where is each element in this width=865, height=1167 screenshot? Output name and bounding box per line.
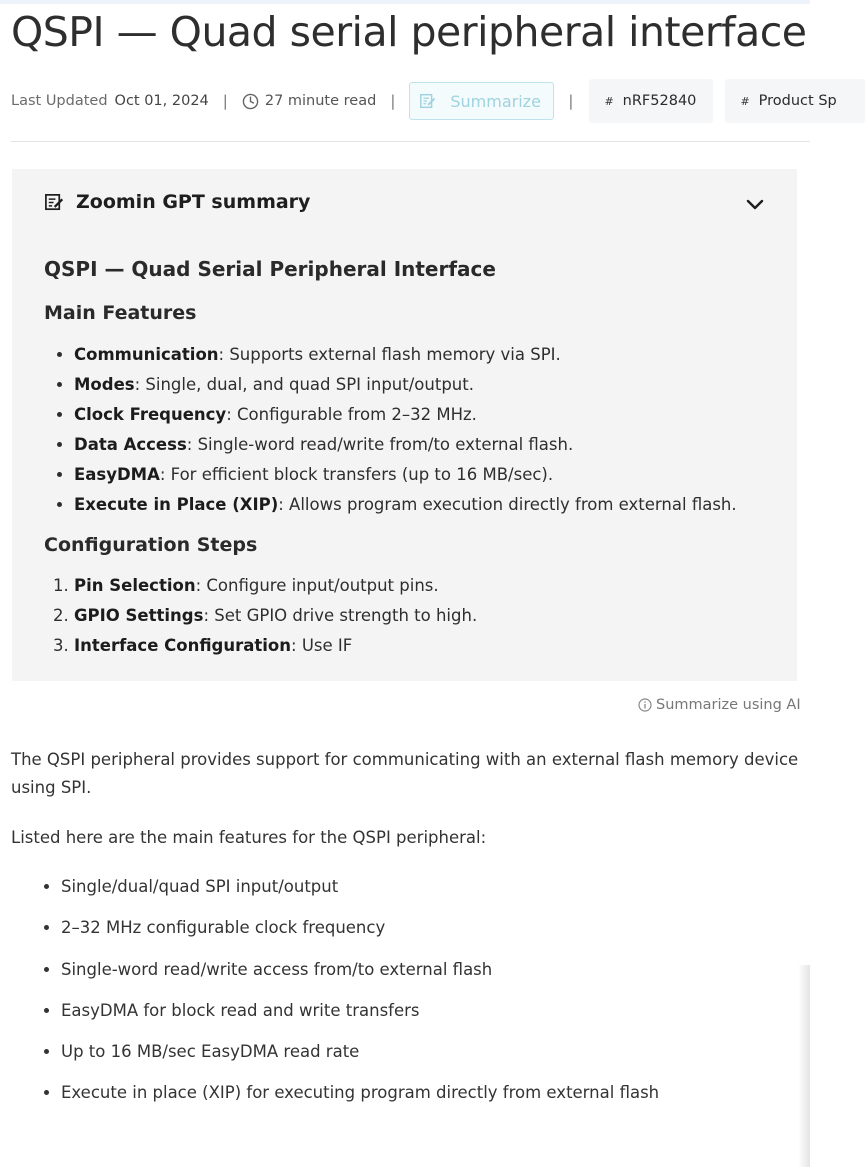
list-item: • Single/dual/quad SPI input/output xyxy=(61,866,659,907)
configuration-steps-heading: Configuration Steps xyxy=(44,534,258,556)
summarize-button[interactable] xyxy=(409,82,554,120)
feature-list xyxy=(11,866,659,1114)
summary-title: Zoomin GPT summary xyxy=(76,191,311,213)
edit-note-icon xyxy=(419,92,437,110)
gpt-summary-panel xyxy=(12,169,797,681)
summarize-ai-note[interactable] xyxy=(638,697,801,713)
tag-product-spec[interactable] xyxy=(725,79,865,123)
meta-separator: | xyxy=(568,92,574,110)
list-item: 3. Interface Configuration: Use IF xyxy=(74,631,477,661)
list-item: • EasyDMA: For efficient block transfers (up to 16 MB/sec). xyxy=(74,460,737,490)
top-accent-bar xyxy=(0,0,810,4)
features-intro-paragraph: Listed here are the main features for the QSPI peripheral: xyxy=(11,828,487,847)
last-updated-label: Last Updated xyxy=(11,93,108,109)
intro-paragraph: The QSPI peripheral provides support for communicating with an external flash memory device using SPI. xyxy=(11,750,799,797)
page-title: QSPI — Quad serial peripheral interface xyxy=(11,8,807,56)
list-item: 1. Pin Selection: Configure input/output pins. xyxy=(74,571,477,601)
list-item: • Single-word read/write access from/to external flash xyxy=(61,949,659,990)
list-item: • Modes: Single, dual, and quad SPI input/output. xyxy=(74,370,737,400)
summary-heading: QSPI — Quad Serial Peripheral Interface xyxy=(44,257,496,281)
list-item: • EasyDMA for block read and write transfers xyxy=(61,990,659,1031)
ai-note-label: Summarize using AI xyxy=(656,697,801,713)
tag-nrf52840[interactable] xyxy=(589,79,713,123)
list-item: • Clock Frequency: Configurable from 2–32 MHz. xyxy=(74,400,737,430)
hash-icon: # xyxy=(740,94,750,108)
list-item: 2. GPIO Settings: Set GPIO drive strength to high. xyxy=(74,601,477,631)
side-panel-edge xyxy=(798,965,810,1167)
tag-label: Product Sp xyxy=(758,93,837,109)
tag-label: nRF52840 xyxy=(622,93,697,109)
meta-separator: | xyxy=(390,92,396,110)
list-item: • Communication: Supports external flash memory via SPI. xyxy=(74,340,737,370)
main-features-heading: Main Features xyxy=(44,302,197,324)
clock-icon xyxy=(242,93,259,110)
summary-features-list xyxy=(44,340,737,520)
summarize-button-label: Summarize xyxy=(450,91,541,111)
meta-separator: | xyxy=(222,92,228,110)
summary-header[interactable] xyxy=(44,191,310,213)
list-item: • 2–32 MHz configurable clock frequency xyxy=(61,907,659,948)
list-item: • Execute in place (XIP) for executing program directly from external flash xyxy=(61,1072,659,1113)
chevron-down-icon[interactable] xyxy=(746,199,764,211)
list-item: • Execute in Place (XIP): Allows program execution directly from external flash. xyxy=(74,490,737,520)
summary-steps-list xyxy=(44,571,477,661)
list-item: • Up to 16 MB/sec EasyDMA read rate xyxy=(61,1031,659,1072)
header-divider xyxy=(11,141,810,142)
article-meta xyxy=(11,78,865,124)
edit-note-icon xyxy=(44,192,65,213)
hash-icon: # xyxy=(604,94,614,108)
info-icon xyxy=(638,698,652,712)
read-time: 27 minute read xyxy=(264,93,377,109)
last-updated-date: Oct 01, 2024 xyxy=(114,93,209,109)
list-item: • Data Access: Single-word read/write from/to external flash. xyxy=(74,430,737,460)
